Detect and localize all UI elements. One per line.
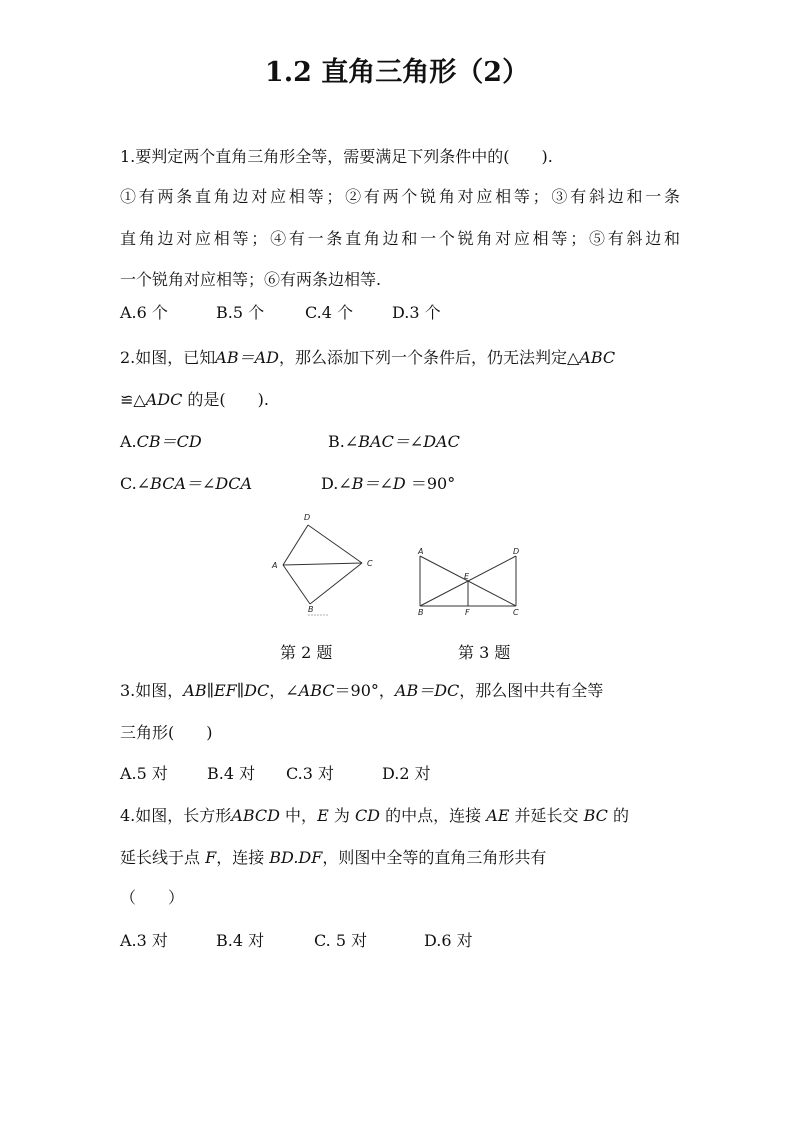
q4-text: 延长线于点 xyxy=(120,848,206,867)
q4-math: ABCD xyxy=(231,806,280,825)
q4-text: 并延长交 xyxy=(509,806,584,825)
label-b: B xyxy=(308,605,314,614)
q4-options xyxy=(120,931,680,951)
q2-option-d: D.∠B＝∠D ＝90° xyxy=(321,474,456,493)
segment-dc xyxy=(308,525,362,563)
label-a: A xyxy=(272,561,278,570)
q3-option-d: D.2 对 xyxy=(382,764,431,783)
q1-option-a: A.6 个 xyxy=(120,303,168,322)
figure-3-caption: 第 3 题 xyxy=(458,643,511,662)
q4-option-d: D.6 对 xyxy=(424,931,473,950)
q3-options xyxy=(120,764,680,784)
label-c: C xyxy=(367,559,373,568)
q4-text: 为 xyxy=(328,806,355,825)
q2-stem-line-1 xyxy=(120,348,680,368)
label-d: D xyxy=(304,513,311,522)
q3-math: AB∥EF∥DC xyxy=(183,681,270,700)
figure-3-diagram xyxy=(412,548,524,620)
q4-math: AE xyxy=(486,806,510,825)
q1-options xyxy=(120,303,680,323)
q3-option-c: C.3 对 xyxy=(286,764,335,783)
segment-ab xyxy=(283,565,310,604)
q4-text: ，则图中全等的直角三角形共有 xyxy=(322,848,547,867)
q2-options-row-1 xyxy=(120,432,680,452)
q2-option-a: A.CB＝CD xyxy=(120,432,202,451)
q2-stem-line-2 xyxy=(120,390,680,410)
label-c: C xyxy=(513,608,519,617)
q4-math: CD xyxy=(354,806,381,825)
q4-stem-line-2 xyxy=(120,848,680,868)
q2-math: AB＝AD xyxy=(215,348,279,367)
q4-text: 4.如图，长方形 xyxy=(120,806,232,825)
q1-option-c: C.4 个 xyxy=(305,303,354,322)
q2-option-b: B.∠BAC＝∠DAC xyxy=(328,432,460,451)
q4-option-a: A.3 对 xyxy=(120,931,168,950)
label-e: E xyxy=(464,572,470,581)
q1-conditions-line-1: ①有两条直角边对应相等；②有两个锐角对应相等；③有斜边和一条 xyxy=(120,187,680,206)
q2-math: ADC xyxy=(145,390,183,409)
q4-math: BD.DF xyxy=(269,848,323,867)
q4-math: F xyxy=(205,848,217,867)
figure-3 xyxy=(412,548,524,620)
segment-bc xyxy=(310,563,362,604)
q4-math: E xyxy=(317,806,329,825)
label-b: B xyxy=(418,608,424,617)
q3-text: ，∠ xyxy=(269,681,299,700)
q3-stem-line-2: 三角形( ) xyxy=(120,723,213,742)
page-title: 1.2 直角三角形（2） xyxy=(264,57,530,88)
figure-2-caption: 第 2 题 xyxy=(280,643,333,662)
q2-text: ≌△ xyxy=(120,390,146,409)
q3-option-b: B.4 对 xyxy=(207,764,256,783)
q3-text: ，那么图中共有全等 xyxy=(459,681,604,700)
label-d: D xyxy=(513,548,520,556)
q4-text: 中， xyxy=(279,806,318,825)
figure-2-diagram xyxy=(266,508,382,620)
q3-math: ABC xyxy=(298,681,335,700)
q4-option-c: C. 5 对 xyxy=(314,931,368,950)
q4-option-b: B.4 对 xyxy=(216,931,265,950)
label-f: F xyxy=(465,608,470,617)
q2-option-c: C.∠BCA＝∠DCA xyxy=(120,474,253,493)
q3-text: ＝90°， xyxy=(334,681,395,700)
segment-ac xyxy=(283,563,362,565)
q3-math: AB＝DC xyxy=(394,681,460,700)
q4-text: 的中点，连接 xyxy=(380,806,487,825)
q1-conditions-line-2: 直角边对应相等；④有一条直角边和一个锐角对应相等；⑤有斜边和 xyxy=(120,229,680,248)
figure-2 xyxy=(266,508,382,620)
q2-text: 的是( ). xyxy=(182,390,270,409)
q1-conditions-line-3: 一个锐角对应相等；⑥有两条边相等. xyxy=(120,270,382,289)
q4-math: BC xyxy=(583,806,608,825)
q2-text: 2.如图，已知 xyxy=(120,348,216,367)
q3-stem-line-1 xyxy=(120,681,680,701)
q3-text: 3.如图， xyxy=(120,681,184,700)
q1-option-d: D.3 个 xyxy=(392,303,441,322)
q1-stem: 1.要判定两个直角三角形全等，需要满足下列条件中的( ). xyxy=(120,147,553,166)
q3-option-a: A.5 对 xyxy=(120,764,168,783)
q2-text: ，那么添加下列一个条件后，仍无法判定△ xyxy=(278,348,580,367)
q4-stem-line-3: （ ） xyxy=(120,888,185,907)
q1-option-b: B.5 个 xyxy=(216,303,265,322)
label-a: A xyxy=(418,548,424,556)
q4-stem-line-1 xyxy=(120,806,680,826)
segment-ad xyxy=(283,525,308,565)
q4-text: 的 xyxy=(607,806,630,825)
q2-options-row-2 xyxy=(120,474,680,494)
q4-text: ，连接 xyxy=(216,848,270,867)
q2-math: ABC xyxy=(579,348,616,367)
